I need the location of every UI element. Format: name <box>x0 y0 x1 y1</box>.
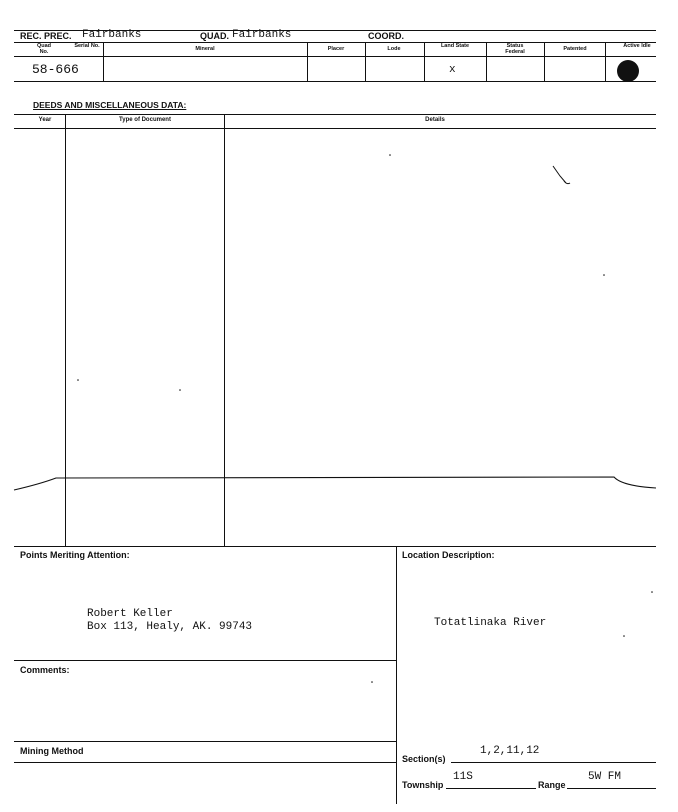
rec-prec-label: REC. PREC. <box>20 31 72 41</box>
range-label: Range <box>538 780 566 790</box>
range-underline <box>567 788 656 789</box>
col-lode: Lode <box>387 46 401 52</box>
location-description-label: Location Description: <box>402 550 495 560</box>
col-year: Year <box>38 117 52 123</box>
sections-label: Section(s) <box>402 754 446 764</box>
col-mineral: Mineral <box>195 46 215 52</box>
bottom-section-top-line <box>14 546 656 547</box>
bottom-section-center-divider <box>396 546 397 804</box>
township-label: Township <box>402 780 444 790</box>
points-line-1: Robert Keller <box>87 608 173 620</box>
col-status-federal: Status Federal <box>505 43 525 55</box>
points-line-2: Box 113, Healy, AK. 99743 <box>87 621 253 633</box>
col-placer: Placer <box>327 46 345 52</box>
sections-underline <box>451 762 656 763</box>
col-type-of-document: Type of Document <box>119 117 171 123</box>
quad-label: QUAD. <box>200 31 229 41</box>
col-active-idle: Active Idle <box>623 43 651 49</box>
col-quad-no: Quad No. <box>36 43 52 55</box>
sections-value: 1,2,11,12 <box>480 745 540 757</box>
col-details: Details <box>425 117 445 123</box>
points-meriting-attention-label: Points Meriting Attention: <box>20 550 130 560</box>
comments-top-line <box>14 660 396 661</box>
township-value: 11S <box>453 771 473 783</box>
col-serial-no: Serial No. <box>74 43 100 49</box>
quad-serial-value: 58-666 <box>32 62 79 77</box>
quad-value: Fairbanks <box>232 29 292 41</box>
location-description-value: Totatlinaka River <box>434 617 547 629</box>
mining-method-bottom-line <box>14 762 396 763</box>
deeds-section-title: DEEDS AND MISCELLANEOUS DATA: <box>33 100 187 110</box>
mining-method-top-line <box>14 741 396 742</box>
range-value: 5W FM <box>588 771 622 783</box>
rec-prec-value: Fairbanks <box>82 29 142 41</box>
township-underline <box>446 788 536 789</box>
mining-method-label: Mining Method <box>20 746 84 756</box>
col-patented: Patented <box>563 46 587 52</box>
col-land-state: Land State <box>440 43 470 49</box>
comments-label: Comments: <box>20 665 70 675</box>
land-state-mark: x <box>449 64 456 76</box>
coord-label: COORD. <box>368 31 404 41</box>
